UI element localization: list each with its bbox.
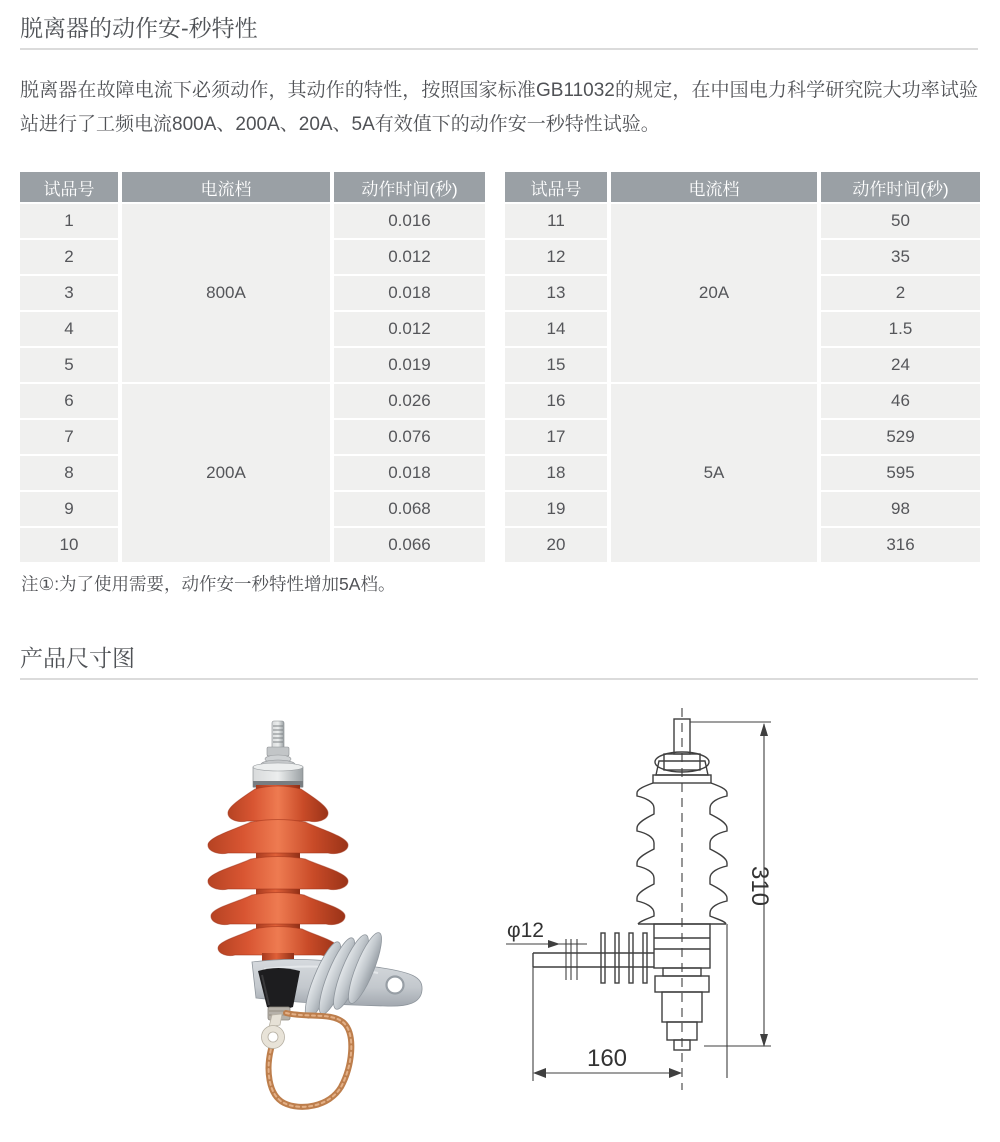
sample-number-cell: 10	[20, 528, 118, 562]
table-head	[505, 172, 980, 202]
sample-number-cell: 12	[505, 240, 607, 274]
table-header-row	[20, 172, 485, 202]
column-header: 试品号	[20, 172, 118, 202]
ring-terminal	[262, 1014, 285, 1049]
table-row	[20, 204, 485, 238]
arrester-red-housing	[208, 785, 348, 977]
sample-number-cell: 3	[20, 276, 118, 310]
column-header: 动作时间(秒)	[334, 172, 485, 202]
table-row	[505, 384, 980, 418]
operate-time-cell: 1.5	[821, 312, 980, 346]
current-level-cell: 200A	[122, 384, 330, 562]
operate-time-cell: 50	[821, 204, 980, 238]
table-body	[505, 204, 980, 562]
current-level-cell: 5A	[611, 384, 817, 562]
test-results-tables	[16, 170, 984, 564]
sample-number-cell: 17	[505, 420, 607, 454]
sample-number-cell: 20	[505, 528, 607, 562]
sample-number-cell: 9	[20, 492, 118, 526]
operate-time-cell: 0.076	[334, 420, 485, 454]
operate-time-cell: 35	[821, 240, 980, 274]
terminal-stud	[261, 721, 295, 769]
column-header: 电流档	[611, 172, 817, 202]
operate-time-cell: 0.018	[334, 276, 485, 310]
sample-number-cell: 6	[20, 384, 118, 418]
column-header: 试品号	[505, 172, 607, 202]
column-header: 电流档	[122, 172, 330, 202]
table-head	[20, 172, 485, 202]
sample-number-cell: 1	[20, 204, 118, 238]
operate-time-cell: 0.018	[334, 456, 485, 490]
operate-time-cell: 0.068	[334, 492, 485, 526]
table-note: 注①:为了使用需要，动作安一秒特性增加5A档。	[21, 574, 396, 594]
drawing-outline	[506, 708, 771, 1090]
operate-time-cell: 529	[821, 420, 980, 454]
operate-time-cell: 98	[821, 492, 980, 526]
sample-number-cell: 4	[20, 312, 118, 346]
sample-number-cell: 13	[505, 276, 607, 310]
table-row	[505, 204, 980, 238]
sample-number-cell: 5	[20, 348, 118, 382]
test-table-left	[16, 170, 489, 564]
dimension-arrows	[533, 723, 768, 1078]
table-header-row	[505, 172, 980, 202]
sample-number-cell: 14	[505, 312, 607, 346]
sample-number-cell: 8	[20, 456, 118, 490]
dim-label-height: 310	[746, 865, 773, 907]
section-title-dimensions: 产品尺寸图	[20, 644, 978, 680]
dimension-drawing	[490, 690, 890, 1142]
product-photo	[180, 715, 500, 1142]
dim-label-width: 160	[586, 1045, 628, 1072]
sample-number-cell: 18	[505, 456, 607, 490]
bracket-hole	[387, 977, 404, 994]
operate-time-cell: 595	[821, 456, 980, 490]
sample-number-cell: 15	[505, 348, 607, 382]
sample-number-cell: 16	[505, 384, 607, 418]
operate-time-cell: 0.066	[334, 528, 485, 562]
operate-time-cell: 0.012	[334, 312, 485, 346]
column-header: 动作时间(秒)	[821, 172, 980, 202]
sample-number-cell: 11	[505, 204, 607, 238]
operate-time-cell: 0.016	[334, 204, 485, 238]
table-body	[20, 204, 485, 562]
table-row	[20, 384, 485, 418]
operate-time-cell: 2	[821, 276, 980, 310]
ground-wire	[269, 1013, 352, 1107]
intro-paragraph: 脱离器在故障电流下必须动作，其动作的特性，按照国家标准GB11032的规定，在中国电力科学研究院大功率试验站进行了工频电流800A、200A、20A、5A有效值下的动作安一秒特性试验。	[20, 80, 978, 135]
operate-time-cell: 0.019	[334, 348, 485, 382]
operate-time-cell: 0.026	[334, 384, 485, 418]
section-title-characteristics: 脱离器的动作安-秒特性	[20, 14, 978, 50]
operate-time-cell: 24	[821, 348, 980, 382]
operate-time-cell: 0.012	[334, 240, 485, 274]
sample-number-cell: 2	[20, 240, 118, 274]
current-level-cell: 20A	[611, 204, 817, 382]
metal-cap	[253, 763, 303, 788]
operate-time-cell: 46	[821, 384, 980, 418]
current-level-cell: 800A	[122, 204, 330, 382]
operate-time-cell: 316	[821, 528, 980, 562]
test-table-right	[501, 170, 984, 564]
sample-number-cell: 7	[20, 420, 118, 454]
sample-number-cell: 19	[505, 492, 607, 526]
dim-label-diameter: φ12	[507, 919, 544, 942]
